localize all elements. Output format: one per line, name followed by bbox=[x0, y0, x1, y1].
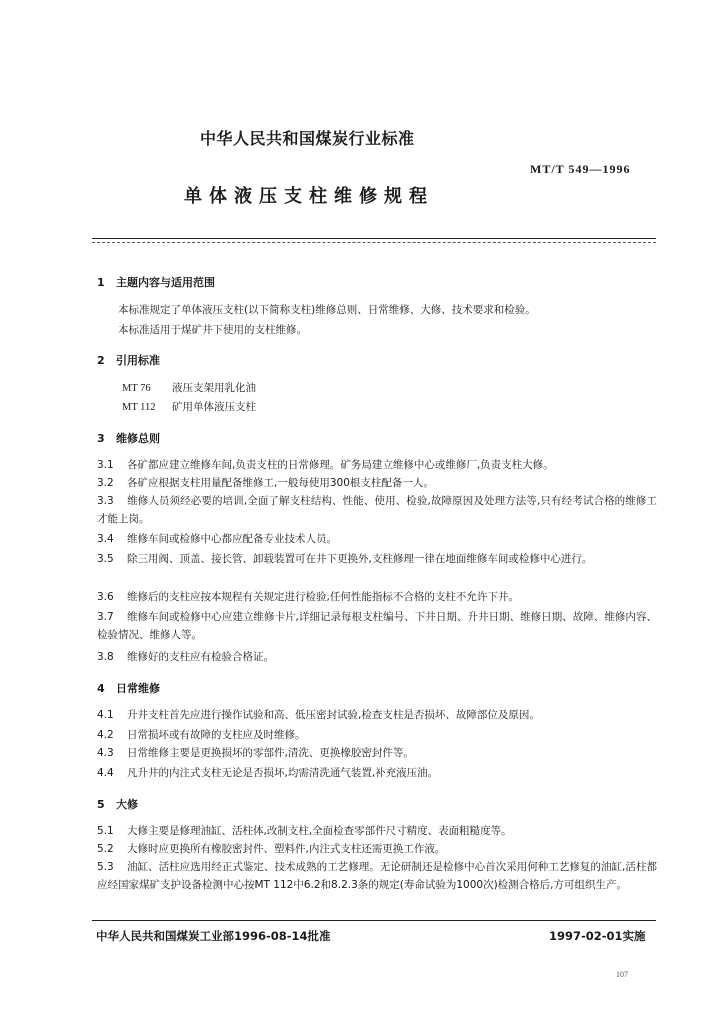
header-divider-thin bbox=[92, 242, 656, 243]
clause bbox=[97, 858, 657, 894]
issuing-body: 中华人民共和国煤炭行业标准 bbox=[200, 129, 415, 148]
reference-code: MT 112 bbox=[122, 402, 156, 413]
clause-text: 维修后的支柱应按本规程有关规定进行检验,任何性能指标不合格的支柱不允许下井。 bbox=[127, 591, 519, 603]
page-number: 107 bbox=[616, 970, 628, 979]
section-heading-2 bbox=[97, 352, 160, 368]
section-heading-4 bbox=[97, 680, 160, 696]
section-number: 5 bbox=[97, 798, 105, 811]
clause bbox=[97, 530, 657, 548]
clause-number: 4.3 bbox=[97, 747, 114, 759]
section-title: 引用标准 bbox=[116, 354, 160, 367]
clause-number: 4.2 bbox=[97, 729, 114, 741]
clause-number: 5.3 bbox=[97, 861, 114, 873]
clause-number: 5.1 bbox=[97, 825, 114, 837]
clause-text: 维修好的支柱应有检验合格证。 bbox=[127, 651, 274, 663]
clause-text: 大修主要是修理油缸、活柱体,改制支柱,全面检查零部件尺寸精度、表面粗糙度等。 bbox=[127, 825, 512, 837]
section-title: 日常维修 bbox=[116, 682, 160, 695]
effective-date: 1997-02-01实施 bbox=[549, 929, 646, 943]
clause-text: 除三用阀、顶盖、接长管、卸载装置可在井下更换外,支柱修理一律在地面维修车间或检修中心进行。 bbox=[127, 553, 593, 565]
reference-name: 矿用单体液压支柱 bbox=[172, 401, 256, 413]
clause bbox=[97, 726, 657, 744]
clause-number: 4.4 bbox=[97, 767, 114, 779]
header-divider bbox=[92, 238, 656, 239]
footer-divider bbox=[92, 920, 656, 921]
clause bbox=[97, 648, 657, 666]
clause-number: 3.4 bbox=[97, 533, 114, 545]
section-heading-5 bbox=[97, 796, 138, 812]
clause-text: 日常损坏或有故障的支柱应及时维修。 bbox=[127, 729, 306, 741]
section-title: 维修总则 bbox=[116, 432, 160, 445]
clause-number: 3.1 bbox=[97, 459, 114, 471]
clause-text: 升井支柱首先应进行操作试验和高、低压密封试验,检查支柱是否损坏、故障部位及原因。 bbox=[127, 709, 540, 721]
document-title: 单体液压支柱维修规程 bbox=[184, 186, 434, 207]
clause bbox=[97, 706, 657, 724]
clause-number: 3.7 bbox=[97, 611, 114, 623]
clause bbox=[97, 456, 657, 474]
clause-number: 4.1 bbox=[97, 709, 114, 721]
reference-item bbox=[122, 399, 256, 414]
clause bbox=[97, 474, 657, 492]
paragraph: 本标准适用于煤矿井下使用的支柱维修。 bbox=[118, 324, 307, 336]
section-number: 2 bbox=[97, 354, 105, 367]
clause-number: 5.2 bbox=[97, 843, 114, 855]
clause-text: 凡升井的内注式支柱无论是否损坏,均需清洗通气装置,补充液压油。 bbox=[127, 767, 439, 779]
clause-number: 3.2 bbox=[97, 477, 114, 489]
clause-text: 大修时应更换所有橡胶密封件、塑料件,内注式支柱还需更换工作液。 bbox=[127, 843, 446, 855]
section-heading-3 bbox=[97, 430, 160, 446]
clause bbox=[97, 764, 657, 782]
reference-name: 液压支架用乳化油 bbox=[172, 382, 256, 394]
paragraph: 本标准规定了单体液压支柱(以下简称支柱)维修总则、日常维修、大修、技术要求和检验。 bbox=[118, 304, 536, 316]
clause bbox=[97, 822, 657, 840]
clause-number: 3.6 bbox=[97, 591, 114, 603]
approval-line: 中华人民共和国煤炭工业部1996-08-14批准 bbox=[96, 929, 331, 943]
clause-number: 3.8 bbox=[97, 651, 114, 663]
section-heading-1 bbox=[97, 274, 215, 290]
clause-text: 各矿都应建立维修车间,负责支柱的日常修理。矿务局建立维修中心或维修厂,负责支柱大修。 bbox=[127, 459, 554, 471]
clause-text: 各矿应根据支柱用量配备维修工,一般每使用300根支柱配备一人。 bbox=[127, 477, 434, 489]
clause-text: 油缸、活柱应选用经正式鉴定、技术成熟的工艺修理。无论研制还是检修中心首次采用何种工艺修复的油缸,活柱都应经国家煤矿支护设备检测中心按MT 112中6.2和8.2.3条的规定(寿命试验为1000次)检测合格后,方可组织生产。 bbox=[97, 861, 657, 891]
clause-text: 日常维修主要是更换损坏的零部件,清洗、更换橡胶密封件等。 bbox=[127, 747, 414, 759]
clause-number: 3.5 bbox=[97, 553, 114, 565]
reference-item bbox=[122, 380, 256, 395]
clause bbox=[97, 588, 657, 606]
section-number: 3 bbox=[97, 432, 105, 445]
reference-code: MT 76 bbox=[122, 383, 151, 394]
clause bbox=[97, 744, 657, 762]
clause-number: 3.3 bbox=[97, 495, 114, 507]
clause bbox=[97, 550, 657, 568]
section-number: 1 bbox=[97, 276, 105, 289]
clause-text: 维修人员须经必要的培训,全面了解支柱结构、性能、使用、检验,故障原因及处理方法等,只有经考试合格的维修工才能上岗。 bbox=[97, 495, 657, 525]
standard-code: MT/T 549—1996 bbox=[530, 162, 631, 176]
clause bbox=[97, 608, 657, 644]
clause bbox=[97, 840, 657, 858]
section-title: 主题内容与适用范围 bbox=[116, 276, 215, 289]
clause-text: 维修车间或检修中心都应配备专业技术人员。 bbox=[127, 533, 337, 545]
clause-text: 维修车间或检修中心应建立维修卡片,详细记录每根支柱编号、下井日期、升井日期、维修日期、故障、维修内容、检验情况、维修人等。 bbox=[97, 611, 657, 641]
section-number: 4 bbox=[97, 682, 105, 695]
clause bbox=[97, 492, 657, 528]
section-title: 大修 bbox=[116, 798, 138, 811]
